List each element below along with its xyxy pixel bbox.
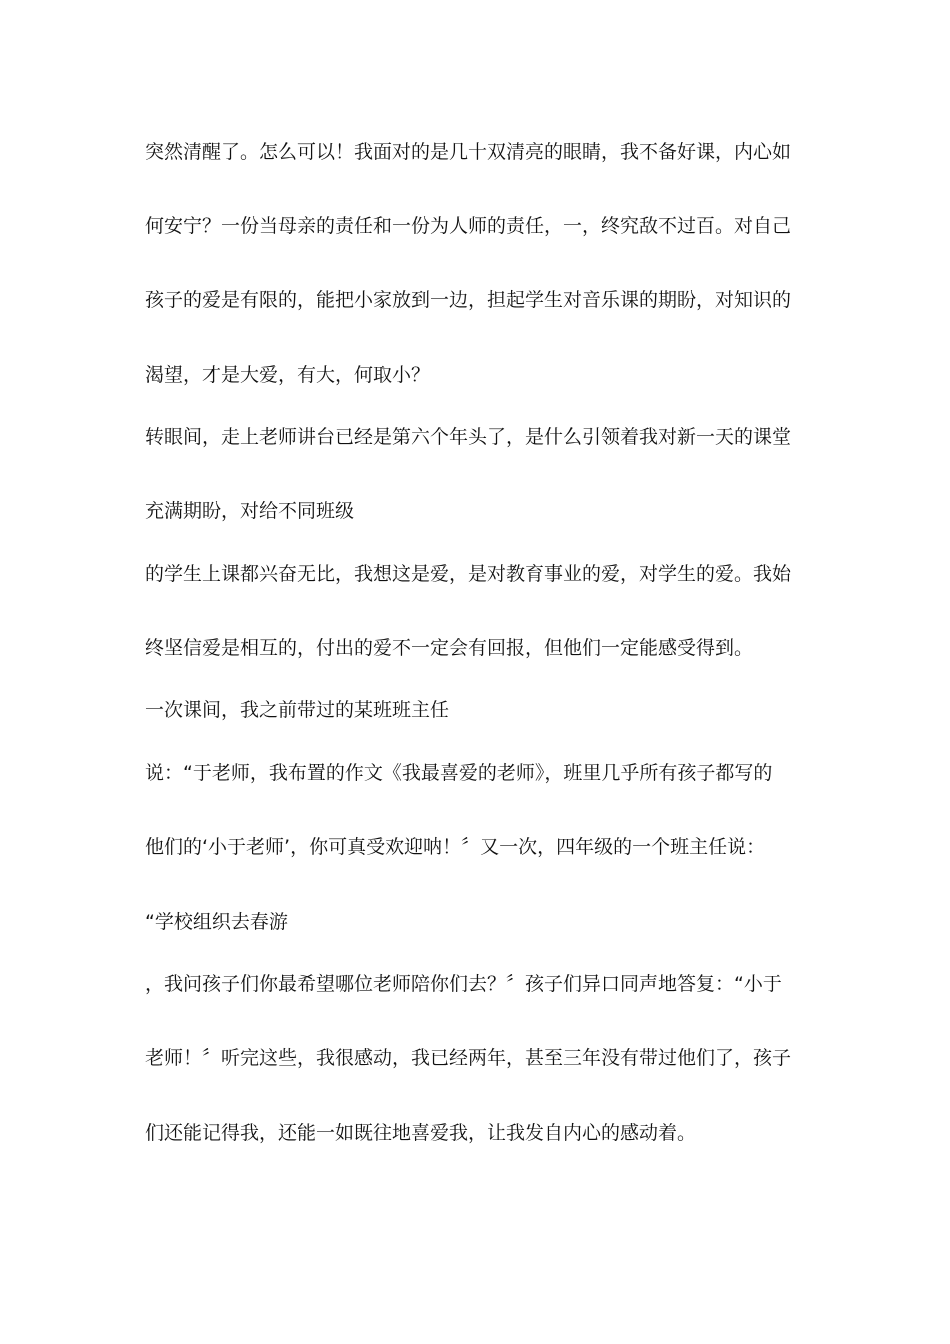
text-line: 一次课间，我之前带过的某班班主任 [145, 699, 450, 721]
text-line: 他们的‘小于老师’，你可真受欢迎呐！〞又一次，四年级的一个班主任说： [145, 836, 766, 858]
text-line: 充满期盼，对给不同班级 [145, 500, 355, 522]
text-line: “学校组织去春游 [145, 911, 288, 933]
text-line: 说：“于老师，我布置的作文《我最喜爱的老师》，班里几乎所有孩子都写的 [145, 762, 773, 784]
text-line: 突然清醒了。怎么可以！我面对的是几十双清亮的眼睛，我不备好课，内心如 [145, 141, 792, 163]
text-line: 转眼间，走上老师讲台已经是第六个年头了，是什么引领着我对新一天的课堂 [145, 426, 792, 448]
text-line: 们还能记得我，还能一如既往地喜爱我，让我发自内心的感动着。 [145, 1122, 697, 1144]
text-line: 老师！〞听完这些，我很感动，我已经两年，甚至三年没有带过他们了，孩子 [145, 1047, 792, 1069]
text-line: 孩子的爱是有限的，能把小家放到一边，担起学生对音乐课的期盼，对知识的 [145, 289, 792, 311]
text-line: 的学生上课都兴奋无比，我想这是爱，是对教育事业的爱，对学生的爱。我始 [145, 563, 792, 585]
text-line: 终坚信爱是相互的，付出的爱不一定会有回报，但他们一定能感受得到。 [145, 637, 754, 659]
text-line: ，我问孩子们你最希望哪位老师陪你们去？〞孩子们异口同声地答复：“小于 [145, 973, 782, 995]
text-line: 何安宁？一份当母亲的责任和一份为人师的责任，一，终究敌不过百。对自己 [145, 215, 792, 237]
text-line: 渴望，才是大爱，有大，何取小？ [145, 364, 431, 386]
